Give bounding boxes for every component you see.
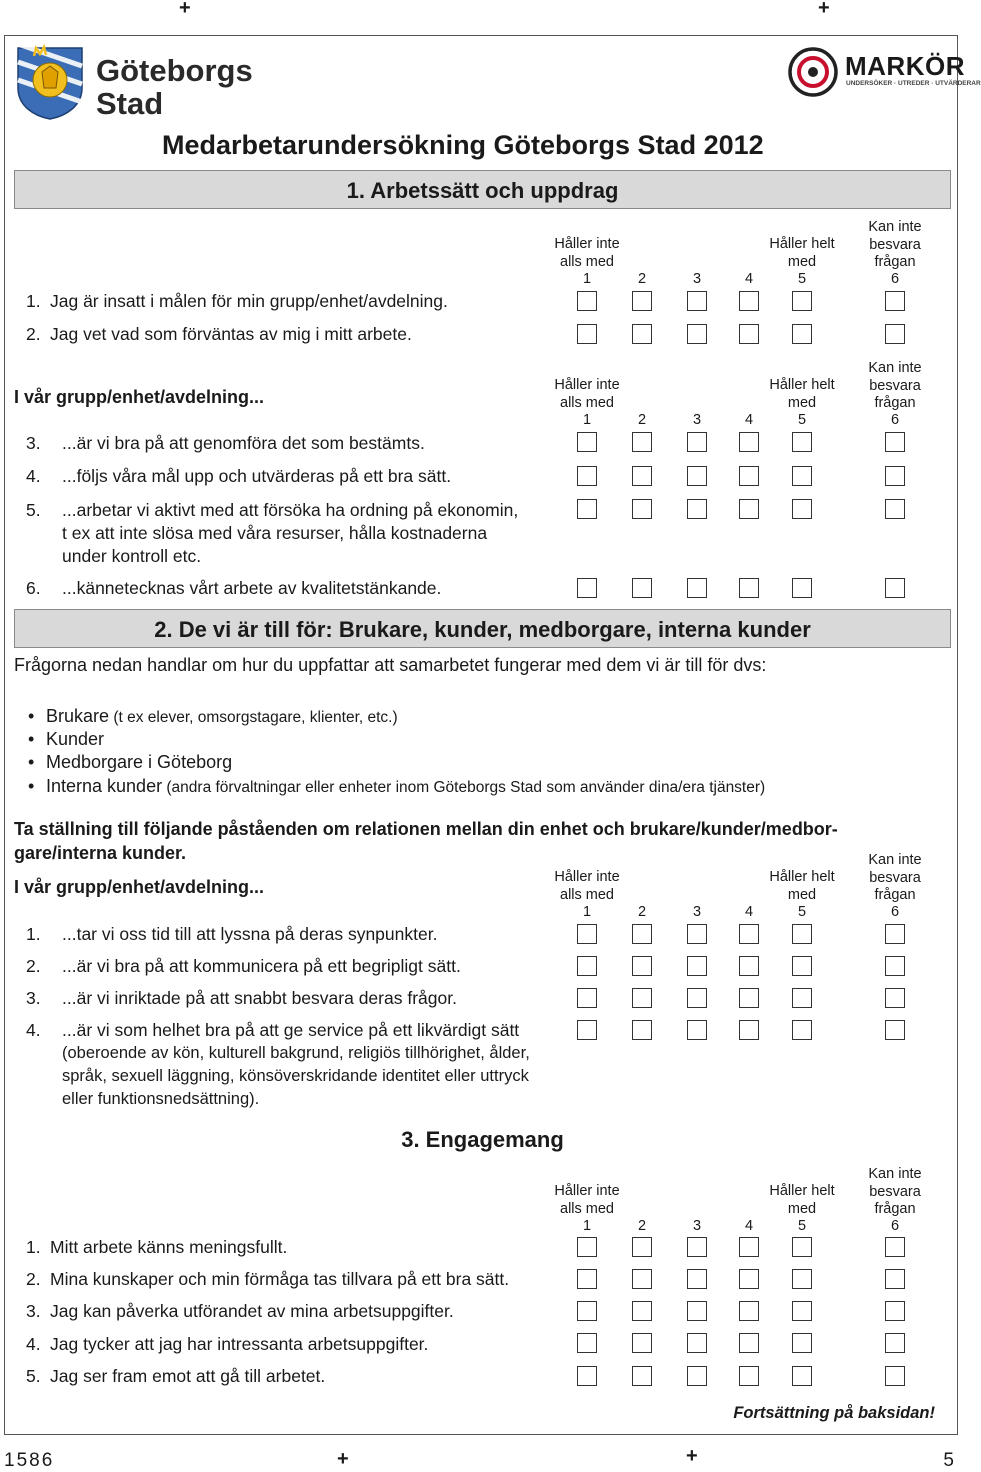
checkbox-4[interactable] (739, 432, 759, 452)
checkbox-5[interactable] (792, 499, 812, 519)
scale-number: 5 (797, 412, 807, 428)
logo-left-name-line2: Stad (96, 86, 164, 121)
checkbox-4[interactable] (739, 291, 759, 311)
checkbox-3[interactable] (687, 988, 707, 1008)
checkbox-1[interactable] (577, 432, 597, 452)
checkbox-6[interactable] (885, 1269, 905, 1289)
continue-note: Fortsättning på baksidan! (733, 1404, 935, 1422)
scale-number: 6 (890, 412, 900, 428)
checkbox-3[interactable] (687, 1020, 707, 1040)
checkbox-2[interactable] (632, 499, 652, 519)
registration-mark: + (179, 0, 191, 19)
registration-mark: + (337, 1448, 349, 1470)
checkbox-1[interactable] (577, 1269, 597, 1289)
checkbox-3[interactable] (687, 324, 707, 344)
checkbox-4[interactable] (739, 1333, 759, 1353)
checkbox-3[interactable] (687, 466, 707, 486)
scale-low-label: Håller inte alls med (554, 377, 620, 411)
scale-number: 2 (637, 271, 647, 287)
checkbox-2[interactable] (632, 578, 652, 598)
instruction-statement: Ta ställning till följande påståenden om relationen mellan din enhet och brukare/kunder/medbor- gare/interna kunder. (14, 819, 838, 863)
checkbox-1[interactable] (577, 499, 597, 519)
scale-number: 4 (744, 1218, 754, 1234)
checkbox-2[interactable] (632, 1020, 652, 1040)
checkbox-6[interactable] (885, 578, 905, 598)
scale-low-label: Håller inte alls med (554, 869, 620, 903)
scale-na-label: Kan inte besvara frågan (868, 1166, 922, 1217)
checkbox-6[interactable] (885, 1020, 905, 1040)
checkbox-1[interactable] (577, 1333, 597, 1353)
checkbox-4[interactable] (739, 466, 759, 486)
scale-number: 2 (637, 904, 647, 920)
checkbox-1[interactable] (577, 466, 597, 486)
checkbox-5[interactable] (792, 324, 812, 344)
scale-number: 6 (890, 271, 900, 287)
checkbox-6[interactable] (885, 988, 905, 1008)
checkbox-1[interactable] (577, 1237, 597, 1257)
checkbox-1[interactable] (577, 1301, 597, 1321)
checkbox-1[interactable] (577, 988, 597, 1008)
checkbox-2[interactable] (632, 924, 652, 944)
checkbox-5[interactable] (792, 1333, 812, 1353)
scale-number: 1 (582, 904, 592, 920)
checkbox-5[interactable] (792, 1237, 812, 1257)
checkbox-3[interactable] (687, 432, 707, 452)
checkbox-1[interactable] (577, 324, 597, 344)
checkbox-4[interactable] (739, 1269, 759, 1289)
scale-number: 2 (637, 1218, 647, 1234)
checkbox-5[interactable] (792, 924, 812, 944)
logo-right-name: MARKÖR (845, 51, 965, 81)
checkbox-1[interactable] (577, 291, 597, 311)
checkbox-3[interactable] (687, 1269, 707, 1289)
checkbox-3[interactable] (687, 499, 707, 519)
checkbox-2[interactable] (632, 1237, 652, 1257)
checkbox-6[interactable] (885, 1301, 905, 1321)
checkbox-3[interactable] (687, 291, 707, 311)
scale-number: 1 (582, 271, 592, 287)
checkbox-4[interactable] (739, 324, 759, 344)
question-continuation: eller funktionsnedsättning). (62, 1090, 260, 1108)
scale-high-label: Håller helt med (769, 236, 835, 270)
checkbox-5[interactable] (792, 578, 812, 598)
checkbox-3[interactable] (687, 1333, 707, 1353)
checkbox-5[interactable] (792, 466, 812, 486)
checkbox-2[interactable] (632, 1269, 652, 1289)
checkbox-5[interactable] (792, 956, 812, 976)
checkbox-6[interactable] (885, 499, 905, 519)
question-continuation: under kontroll etc. (62, 546, 202, 566)
checkbox-5[interactable] (792, 1020, 812, 1040)
checkbox-6[interactable] (885, 291, 905, 311)
checkbox-2[interactable] (632, 432, 652, 452)
question-continuation: t ex att inte slösa med våra resurser, hålla kostnaderna (62, 523, 488, 543)
checkbox-1[interactable] (577, 1020, 597, 1040)
logo-right-tagline: UNDERSÖKER · UTREDER · UTVÄRDERAR (846, 80, 981, 87)
checkbox-5[interactable] (792, 1269, 812, 1289)
scale-number: 3 (692, 271, 702, 287)
checkbox-4[interactable] (739, 1020, 759, 1040)
registration-mark: + (686, 1445, 698, 1467)
scale-high-label: Håller helt med (769, 377, 835, 411)
scale-number: 5 (797, 904, 807, 920)
checkbox-4[interactable] (739, 1301, 759, 1321)
checkbox-4[interactable] (739, 924, 759, 944)
checkbox-6[interactable] (885, 466, 905, 486)
scale-number: 6 (890, 904, 900, 920)
page-number: 5 (943, 1450, 954, 1471)
page-title: Medarbetarundersökning Göteborgs Stad 2012 (162, 130, 764, 160)
checkbox-5[interactable] (792, 1301, 812, 1321)
checkbox-1[interactable] (577, 924, 597, 944)
checkbox-2[interactable] (632, 1333, 652, 1353)
scale-high-label: Håller helt med (769, 1183, 835, 1217)
checkbox-3[interactable] (687, 924, 707, 944)
target-icon (787, 46, 839, 98)
scale-number: 4 (744, 412, 754, 428)
scale-na-label: Kan inte besvara frågan (868, 219, 922, 270)
checkbox-2[interactable] (632, 956, 652, 976)
checkbox-5[interactable] (792, 291, 812, 311)
checkbox-2[interactable] (632, 466, 652, 486)
scale-low-label: Håller inte alls med (554, 1183, 620, 1217)
checkbox-6[interactable] (885, 956, 905, 976)
checkbox-4[interactable] (739, 988, 759, 1008)
question-continuation: språk, sexuell läggning, könsöverskridande identitet eller uttryck (62, 1067, 529, 1085)
checkbox-3[interactable] (687, 1366, 707, 1386)
group-heading: I vår grupp/enhet/avdelning... (14, 877, 265, 897)
checkbox-5[interactable] (792, 432, 812, 452)
goteborg-crest-icon (14, 44, 86, 120)
checkbox-2[interactable] (632, 1301, 652, 1321)
scale-na-label: Kan inte besvara frågan (868, 360, 922, 411)
scale-number: 4 (744, 271, 754, 287)
checkbox-2[interactable] (632, 1366, 652, 1386)
logo-left-name-line1: Göteborgs (96, 53, 253, 88)
scale-low-label: Håller inte alls med (554, 236, 620, 270)
checkbox-2[interactable] (632, 291, 652, 311)
checkbox-3[interactable] (687, 956, 707, 976)
checkbox-1[interactable] (577, 956, 597, 976)
scale-number: 3 (692, 1218, 702, 1234)
checkbox-6[interactable] (885, 432, 905, 452)
checkbox-3[interactable] (687, 1301, 707, 1321)
checkbox-6[interactable] (885, 1237, 905, 1257)
scale-number: 2 (637, 412, 647, 428)
scale-na-label: Kan inte besvara frågan (868, 852, 922, 903)
scale-number: 3 (692, 412, 702, 428)
checkbox-4[interactable] (739, 578, 759, 598)
checkbox-6[interactable] (885, 1366, 905, 1386)
checkbox-4[interactable] (739, 499, 759, 519)
scale-number: 5 (797, 1218, 807, 1234)
scale-number: 1 (582, 1218, 592, 1234)
checkbox-4[interactable] (739, 1366, 759, 1386)
scale-number: 6 (890, 1218, 900, 1234)
checkbox-1[interactable] (577, 1366, 597, 1386)
checkbox-4[interactable] (739, 956, 759, 976)
checkbox-5[interactable] (792, 1366, 812, 1386)
checkbox-6[interactable] (885, 1333, 905, 1353)
scale-number: 3 (692, 904, 702, 920)
question-continuation: (oberoende av kön, kulturell bakgrund, religiös tillhörighet, ålder, (62, 1044, 530, 1062)
scale-number: 5 (797, 271, 807, 287)
section-heading: 2. De vi är till för: Brukare, kunder, medborgare, interna kunder (14, 609, 951, 648)
checkbox-2[interactable] (632, 324, 652, 344)
checkbox-6[interactable] (885, 924, 905, 944)
form-code: 1586 (4, 1450, 55, 1471)
section-heading: 1. Arbetssätt och uppdrag (14, 170, 951, 209)
scale-number: 1 (582, 412, 592, 428)
checkbox-2[interactable] (632, 988, 652, 1008)
section-intro: Frågorna nedan handlar om hur du uppfattar att samarbetet fungerar med dem vi är till för dvs: (14, 655, 767, 675)
registration-mark: + (818, 0, 830, 19)
section-heading: 3. Engagemang (401, 1127, 564, 1152)
checkbox-6[interactable] (885, 324, 905, 344)
checkbox-1[interactable] (577, 578, 597, 598)
checkbox-5[interactable] (792, 988, 812, 1008)
scale-number: 4 (744, 904, 754, 920)
checkbox-3[interactable] (687, 1237, 707, 1257)
checkbox-4[interactable] (739, 1237, 759, 1257)
checkbox-3[interactable] (687, 578, 707, 598)
group-heading: I vår grupp/enhet/avdelning... (14, 387, 265, 407)
scale-high-label: Håller helt med (769, 869, 835, 903)
